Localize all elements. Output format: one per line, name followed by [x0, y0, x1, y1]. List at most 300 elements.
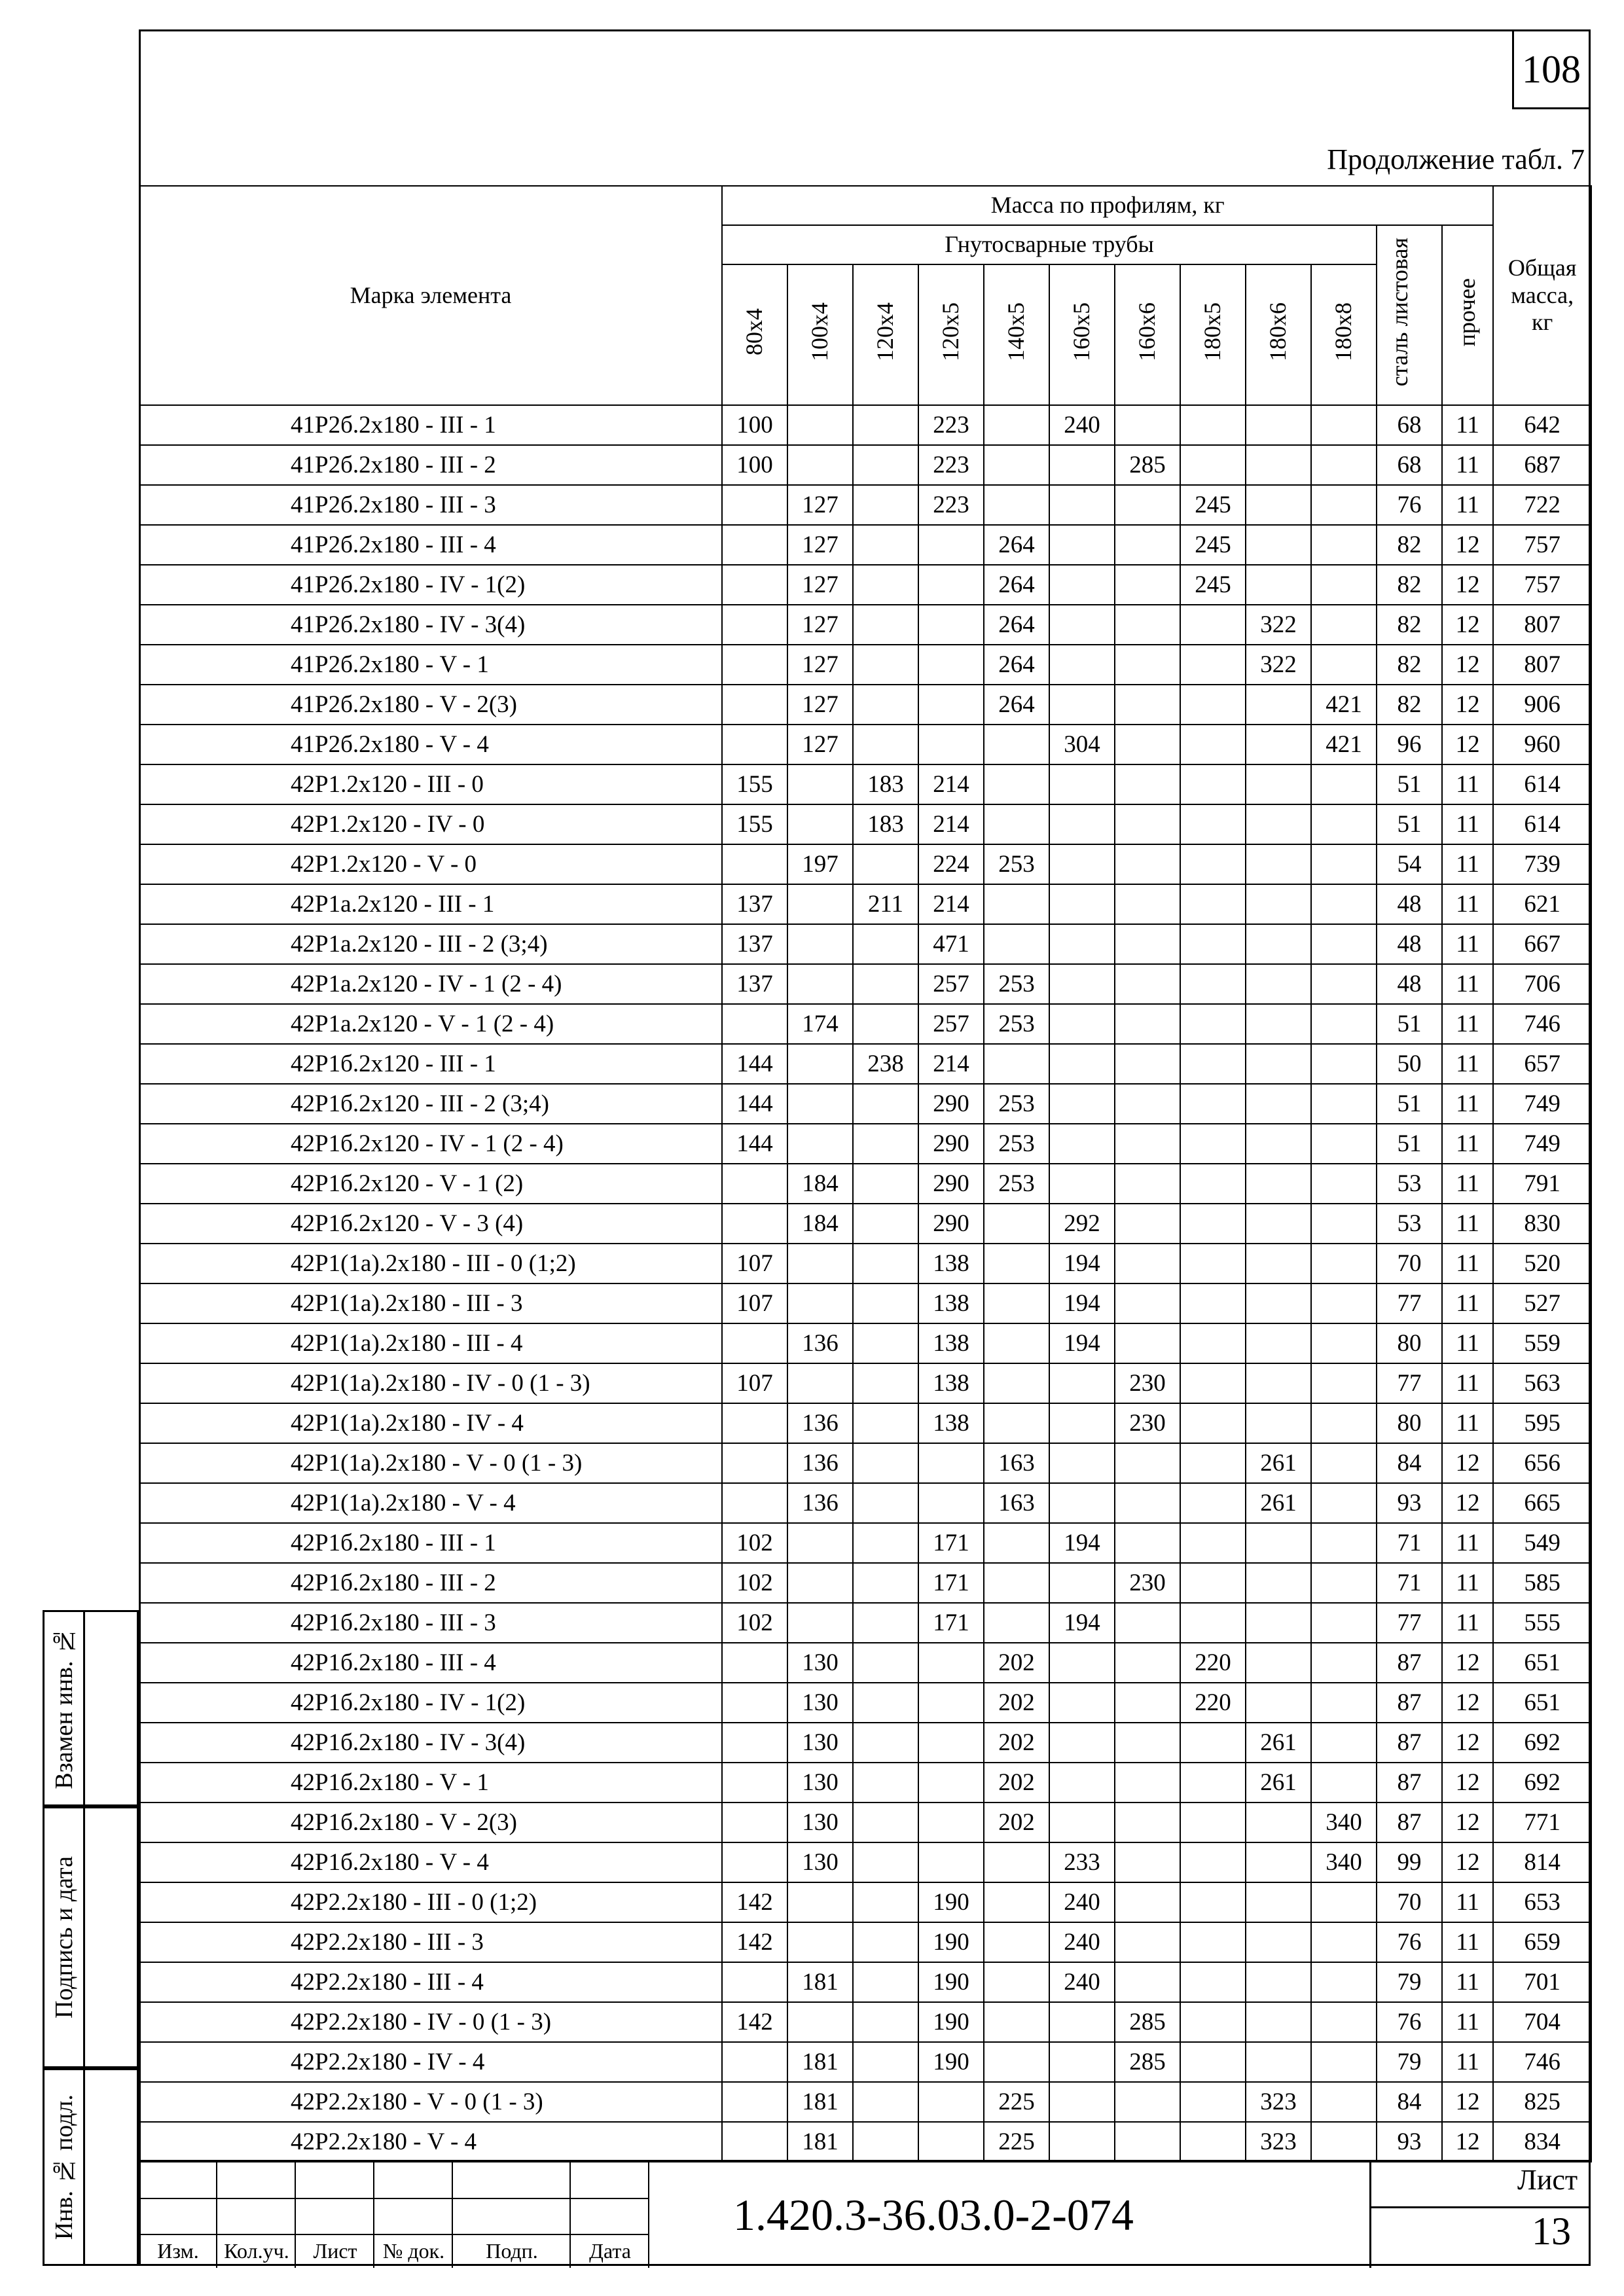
mass-cell: 138 — [918, 1403, 984, 1443]
mass-cell — [984, 1962, 1049, 2002]
mass-cell — [722, 844, 787, 884]
mass-cell — [1049, 2122, 1115, 2162]
mass-cell — [787, 964, 853, 1004]
element-mark: 42Р1б.2х180 - V - 1 — [139, 1763, 722, 1803]
element-mark: 42Р1(1а).2х180 - III - 4 — [139, 1323, 722, 1363]
tb-label-date: Дата — [589, 2239, 631, 2263]
mass-cell: 130 — [787, 1763, 853, 1803]
mass-cell: 12 — [1442, 1763, 1493, 1803]
mass-cell — [1311, 1723, 1377, 1763]
mass-cell — [853, 565, 918, 605]
mass-cell: 220 — [1180, 1643, 1246, 1683]
mass-cell — [1115, 1164, 1180, 1204]
mass-cell: 87 — [1377, 1723, 1442, 1763]
mass-cell: 127 — [787, 525, 853, 565]
mass-cell — [984, 2002, 1049, 2042]
mass-cell — [853, 1563, 918, 1603]
page-number: 108 — [1512, 29, 1591, 109]
mass-cell — [722, 1962, 787, 2002]
mass-cell — [1049, 1164, 1115, 1204]
total-mass-cell: 667 — [1493, 924, 1591, 964]
mass-cell — [1049, 1483, 1115, 1523]
mass-cell — [1115, 2122, 1180, 2162]
mass-cell: 194 — [1049, 1283, 1115, 1323]
mass-cell — [1180, 1204, 1246, 1244]
mass-cell: 48 — [1377, 884, 1442, 924]
mass-cell — [1180, 844, 1246, 884]
mass-cell: 12 — [1442, 1803, 1493, 1842]
mass-cell — [853, 1962, 918, 2002]
mass-cell — [853, 685, 918, 725]
mass-cell: 82 — [1377, 565, 1442, 605]
mass-cell: 202 — [984, 1803, 1049, 1842]
mass-cell: 102 — [722, 1603, 787, 1643]
mass-cell: 184 — [787, 1204, 853, 1244]
mass-cell — [1311, 804, 1377, 844]
table-row — [139, 1443, 1591, 1483]
table-row — [139, 2082, 1591, 2122]
mass-cell — [1246, 844, 1311, 884]
mass-cell: 11 — [1442, 1403, 1493, 1443]
mass-cell: 51 — [1377, 1004, 1442, 1044]
mass-cell: 190 — [918, 1922, 984, 1962]
mass-cell — [1246, 1523, 1311, 1563]
mass-cell: 137 — [722, 884, 787, 924]
mass-cell — [722, 645, 787, 685]
mass-cell: 12 — [1442, 605, 1493, 645]
mass-cell — [1115, 1004, 1180, 1044]
header-profile-140x5 — [984, 264, 1049, 405]
element-mark: 42Р1(1а).2х180 - III - 3 — [139, 1283, 722, 1323]
mass-cell — [787, 1283, 853, 1323]
mass-cell — [787, 924, 853, 964]
mass-cell: 163 — [984, 1443, 1049, 1483]
mass-cell: 77 — [1377, 1283, 1442, 1323]
mass-cell — [1311, 1283, 1377, 1323]
mass-cell — [1049, 1004, 1115, 1044]
mass-cell — [853, 1882, 918, 1922]
mass-cell — [1311, 2122, 1377, 2162]
mass-cell — [984, 1244, 1049, 1283]
mass-cell — [1311, 525, 1377, 565]
mass-cell: 11 — [1442, 964, 1493, 1004]
mass-cell — [1049, 924, 1115, 964]
mass-cell — [1115, 1922, 1180, 1962]
total-mass-cell: 563 — [1493, 1363, 1591, 1403]
mass-cell: 245 — [1180, 485, 1246, 525]
table-row — [139, 924, 1591, 964]
mass-cell — [853, 725, 918, 764]
table-row — [139, 1523, 1591, 1563]
mass-cell: 421 — [1311, 725, 1377, 764]
mass-cell — [1311, 964, 1377, 1004]
element-mark: 42Р1а.2х120 - IV - 1 (2 - 4) — [139, 964, 722, 1004]
mass-cell — [1246, 565, 1311, 605]
mass-cell — [1049, 645, 1115, 685]
mass-cell — [787, 1044, 853, 1084]
table-row — [139, 2002, 1591, 2042]
mass-cell — [1115, 1124, 1180, 1164]
mass-cell: 82 — [1377, 685, 1442, 725]
mass-cell: 71 — [1377, 1523, 1442, 1563]
total-mass-cell: 687 — [1493, 445, 1591, 485]
element-mark: 42Р1(1а).2х180 - III - 0 (1;2) — [139, 1244, 722, 1283]
mass-cell — [1115, 485, 1180, 525]
mass-cell — [787, 1882, 853, 1922]
mass-cell: 183 — [853, 804, 918, 844]
element-mark: 42Р2.2х180 - V - 0 (1 - 3) — [139, 2082, 722, 2122]
mass-cell — [1311, 764, 1377, 804]
mass-cell: 223 — [918, 405, 984, 445]
total-mass-cell: 642 — [1493, 405, 1591, 445]
mass-cell — [722, 2042, 787, 2082]
element-mark: 41Р2б.2х180 - V - 2(3) — [139, 685, 722, 725]
mass-cell — [853, 1323, 918, 1363]
mass-cell: 136 — [787, 1323, 853, 1363]
table-row — [139, 1563, 1591, 1603]
mass-cell — [853, 2002, 918, 2042]
mass-cell: 253 — [984, 1004, 1049, 1044]
mass-cell — [1180, 1124, 1246, 1164]
mass-cell — [1115, 1483, 1180, 1523]
mass-cell — [984, 1283, 1049, 1323]
mass-cell — [853, 1204, 918, 1244]
mass-cell: 107 — [722, 1283, 787, 1323]
sheet-number: 13 — [1532, 2210, 1571, 2253]
header-profile-160x6 — [1115, 264, 1180, 405]
mass-cell: 163 — [984, 1483, 1049, 1523]
mass-cell — [1049, 1044, 1115, 1084]
table-row — [139, 1603, 1591, 1643]
mass-cell — [787, 1084, 853, 1124]
mass-cell: 253 — [984, 1124, 1049, 1164]
mass-cell: 11 — [1442, 844, 1493, 884]
mass-cell — [984, 485, 1049, 525]
mass-cell — [1049, 525, 1115, 565]
mass-cell — [1180, 1403, 1246, 1443]
mass-cell — [853, 1164, 918, 1204]
mass-cell — [1246, 1323, 1311, 1363]
mass-cell: 12 — [1442, 1683, 1493, 1723]
mass-cell — [1246, 685, 1311, 725]
mass-cell — [984, 764, 1049, 804]
mass-cell — [1115, 964, 1180, 1004]
header-profile-text: 160x6 — [1134, 302, 1161, 361]
mass-cell: 261 — [1246, 1443, 1311, 1483]
mass-cell: 290 — [918, 1124, 984, 1164]
mass-cell — [1246, 1803, 1311, 1842]
mass-cell — [787, 1244, 853, 1283]
mass-cell — [1115, 725, 1180, 764]
mass-cell: 93 — [1377, 1483, 1442, 1523]
mass-cell — [1246, 1563, 1311, 1603]
side-stamp-inv-field — [85, 2068, 139, 2266]
mass-cell: 68 — [1377, 405, 1442, 445]
mass-cell — [1180, 764, 1246, 804]
table-row — [139, 1403, 1591, 1443]
side-stamp-replace-field — [85, 1610, 139, 1806]
mass-cell — [1180, 2082, 1246, 2122]
mass-cell: 230 — [1115, 1363, 1180, 1403]
mass-cell — [853, 405, 918, 445]
table-row — [139, 1803, 1591, 1842]
total-mass-cell: 651 — [1493, 1643, 1591, 1683]
total-mass-cell: 746 — [1493, 1004, 1591, 1044]
mass-cell — [984, 445, 1049, 485]
total-mass-cell: 757 — [1493, 565, 1591, 605]
header-profile-120x4 — [853, 264, 918, 405]
mass-cell: 12 — [1442, 1842, 1493, 1882]
element-mark: 41Р2б.2х180 - III - 3 — [139, 485, 722, 525]
mass-cell: 11 — [1442, 1283, 1493, 1323]
mass-cell: 12 — [1442, 1443, 1493, 1483]
mass-cell — [1180, 445, 1246, 485]
mass-cell: 285 — [1115, 2042, 1180, 2082]
mass-cell — [984, 1882, 1049, 1922]
mass-cell — [1246, 2042, 1311, 2082]
table-row — [139, 1323, 1591, 1363]
mass-cell — [1311, 1443, 1377, 1483]
mass-cell — [1115, 1763, 1180, 1803]
mass-cell: 142 — [722, 2002, 787, 2042]
total-mass-cell: 621 — [1493, 884, 1591, 924]
mass-cell: 130 — [787, 1842, 853, 1882]
mass-cell — [984, 1603, 1049, 1643]
header-profile-text: 120x4 — [872, 302, 899, 361]
mass-cell — [1115, 405, 1180, 445]
mass-cell — [918, 2122, 984, 2162]
mass-cell — [787, 804, 853, 844]
mass-cell — [1311, 485, 1377, 525]
total-mass-cell: 906 — [1493, 685, 1591, 725]
mass-cell: 99 — [1377, 1842, 1442, 1882]
mass-cell: 68 — [1377, 445, 1442, 485]
mass-cell: 51 — [1377, 804, 1442, 844]
header-steel-sheet — [1377, 225, 1442, 405]
mass-cell: 127 — [787, 685, 853, 725]
table-row — [139, 964, 1591, 1004]
mass-cell: 96 — [1377, 725, 1442, 764]
side-stamp-replace-text: Взамен инв. № — [50, 1627, 78, 1789]
mass-cell — [1311, 1204, 1377, 1244]
mass-cell — [984, 2042, 1049, 2082]
table-row — [139, 2122, 1591, 2162]
mass-cell — [1246, 884, 1311, 924]
mass-cell: 80 — [1377, 1323, 1442, 1363]
mass-cell: 285 — [1115, 2002, 1180, 2042]
mass-cell — [853, 1283, 918, 1323]
table-row — [139, 725, 1591, 764]
element-mark: 41Р2б.2х180 - III - 2 — [139, 445, 722, 485]
mass-cell — [984, 1363, 1049, 1403]
total-mass-cell: 791 — [1493, 1164, 1591, 1204]
element-mark: 42Р2.2х180 - III - 4 — [139, 1962, 722, 2002]
mass-cell: 71 — [1377, 1563, 1442, 1603]
mass-cell — [918, 525, 984, 565]
mass-cell: 50 — [1377, 1044, 1442, 1084]
mass-cell — [722, 1683, 787, 1723]
mass-cell: 202 — [984, 1763, 1049, 1803]
mass-cell: 202 — [984, 1683, 1049, 1723]
element-mark: 42Р1.2х120 - V - 0 — [139, 844, 722, 884]
mass-cell: 285 — [1115, 445, 1180, 485]
table-row — [139, 1683, 1591, 1723]
side-stamp-sign-label — [43, 1806, 85, 2068]
mass-cell: 292 — [1049, 1204, 1115, 1244]
mass-cell — [1049, 844, 1115, 884]
table-row — [139, 1204, 1591, 1244]
element-mark: 42Р1.2х120 - III - 0 — [139, 764, 722, 804]
element-mark: 42Р1а.2х120 - V - 1 (2 - 4) — [139, 1004, 722, 1044]
mass-cell — [1049, 1683, 1115, 1723]
mass-cell — [853, 2122, 918, 2162]
mass-cell — [918, 685, 984, 725]
mass-cell — [722, 1403, 787, 1443]
mass-cell — [722, 2082, 787, 2122]
mass-cell: 181 — [787, 2082, 853, 2122]
total-mass-cell: 746 — [1493, 2042, 1591, 2082]
header-total — [1493, 186, 1591, 405]
mass-cell — [787, 1124, 853, 1164]
element-mark: 42Р1б.2х180 - III - 2 — [139, 1563, 722, 1603]
mass-cell: 76 — [1377, 1922, 1442, 1962]
mass-cell — [1246, 725, 1311, 764]
mass-cell — [1311, 1763, 1377, 1803]
mass-cell: 11 — [1442, 1882, 1493, 1922]
mass-cell: 174 — [787, 1004, 853, 1044]
mass-cell — [853, 2042, 918, 2082]
tb-label-list: Лист — [313, 2239, 357, 2263]
element-mark: 42Р1б.2х180 - III - 1 — [139, 1523, 722, 1563]
mass-cell — [853, 1084, 918, 1124]
mass-cell: 12 — [1442, 1483, 1493, 1523]
mass-cell — [1180, 1323, 1246, 1363]
mass-cell — [1246, 1124, 1311, 1164]
tb-label-kol: Кол.уч. — [224, 2239, 289, 2263]
element-mark: 41Р2б.2х180 - IV - 3(4) — [139, 605, 722, 645]
mass-cell: 77 — [1377, 1603, 1442, 1643]
mass-cell — [1246, 405, 1311, 445]
mass-cell — [1180, 1443, 1246, 1483]
header-total-text: Общая масса, кг — [1507, 255, 1577, 336]
mass-cell: 194 — [1049, 1323, 1115, 1363]
mass-cell: 11 — [1442, 405, 1493, 445]
mass-cell: 421 — [1311, 685, 1377, 725]
mass-cell — [853, 525, 918, 565]
mass-cell — [1049, 1124, 1115, 1164]
mass-table-wrap — [139, 185, 1591, 2162]
mass-cell — [1115, 1244, 1180, 1283]
header-profile-180x8 — [1311, 264, 1377, 405]
mass-cell: 54 — [1377, 844, 1442, 884]
mass-cell — [722, 525, 787, 565]
mass-cell — [853, 1603, 918, 1643]
table-row — [139, 645, 1591, 685]
mass-cell — [1180, 1283, 1246, 1323]
element-mark: 42Р2.2х180 - III - 3 — [139, 1922, 722, 1962]
mass-cell: 471 — [918, 924, 984, 964]
mass-cell: 11 — [1442, 1523, 1493, 1563]
mass-cell: 171 — [918, 1563, 984, 1603]
mass-cell — [1180, 645, 1246, 685]
element-mark: 42Р1(1а).2х180 - V - 0 (1 - 3) — [139, 1443, 722, 1483]
table-row — [139, 1842, 1591, 1882]
mass-cell — [853, 1244, 918, 1283]
mass-cell — [1180, 2042, 1246, 2082]
mass-cell: 80 — [1377, 1403, 1442, 1443]
total-mass-cell: 692 — [1493, 1723, 1591, 1763]
table-row — [139, 1084, 1591, 1124]
mass-cell: 87 — [1377, 1643, 1442, 1683]
mass-cell — [1115, 884, 1180, 924]
mass-cell — [1049, 884, 1115, 924]
total-mass-cell: 814 — [1493, 1842, 1591, 1882]
mass-cell: 12 — [1442, 2082, 1493, 2122]
mass-cell — [1049, 764, 1115, 804]
mass-cell — [1246, 1283, 1311, 1323]
mass-cell — [1180, 1244, 1246, 1283]
header-bent-pipes: Гнутосварные трубы — [722, 225, 1377, 264]
mass-cell: 79 — [1377, 1962, 1442, 2002]
mass-cell — [1115, 1803, 1180, 1842]
total-mass-cell: 559 — [1493, 1323, 1591, 1363]
mass-cell — [1115, 1443, 1180, 1483]
mass-cell — [1311, 1643, 1377, 1683]
mass-cell: 51 — [1377, 1084, 1442, 1124]
mass-cell: 11 — [1442, 1124, 1493, 1164]
total-mass-cell: 739 — [1493, 844, 1591, 884]
mass-cell — [722, 2122, 787, 2162]
mass-cell: 70 — [1377, 1882, 1442, 1922]
mass-cell: 181 — [787, 1962, 853, 2002]
mass-cell: 144 — [722, 1084, 787, 1124]
mass-cell — [1311, 1563, 1377, 1603]
mass-cell: 137 — [722, 924, 787, 964]
mass-cell: 202 — [984, 1723, 1049, 1763]
side-stamp-sign-text: Подпись и дата — [50, 1856, 78, 2019]
mass-cell: 11 — [1442, 2002, 1493, 2042]
mass-cell: 11 — [1442, 884, 1493, 924]
mass-cell: 12 — [1442, 525, 1493, 565]
mass-cell — [1115, 1643, 1180, 1683]
element-mark: 41Р2б.2х180 - V - 4 — [139, 725, 722, 764]
header-steel-sheet-text: сталь листовая — [1386, 238, 1413, 387]
mass-cell — [1115, 2082, 1180, 2122]
mass-cell — [1246, 1643, 1311, 1683]
mass-cell: 127 — [787, 605, 853, 645]
mass-cell: 137 — [722, 964, 787, 1004]
mass-cell: 136 — [787, 1443, 853, 1483]
table-row — [139, 1363, 1591, 1403]
element-mark: 42Р2.2х180 - IV - 4 — [139, 2042, 722, 2082]
mass-cell — [853, 1723, 918, 1763]
mass-cell: 184 — [787, 1164, 853, 1204]
header-profile-text: 140x5 — [1003, 302, 1030, 361]
mass-cell — [1115, 645, 1180, 685]
mass-cell: 253 — [984, 1084, 1049, 1124]
mass-cell: 76 — [1377, 485, 1442, 525]
table-row — [139, 405, 1591, 445]
mass-cell — [1180, 2002, 1246, 2042]
mass-cell: 223 — [918, 485, 984, 525]
mass-cell: 87 — [1377, 1763, 1442, 1803]
mass-cell — [1246, 1403, 1311, 1443]
mass-cell — [1246, 1683, 1311, 1723]
mass-cell: 11 — [1442, 1323, 1493, 1363]
element-mark: 42Р1б.2х180 - V - 2(3) — [139, 1803, 722, 1842]
element-mark: 42Р1.2х120 - IV - 0 — [139, 804, 722, 844]
table-row — [139, 1283, 1591, 1323]
